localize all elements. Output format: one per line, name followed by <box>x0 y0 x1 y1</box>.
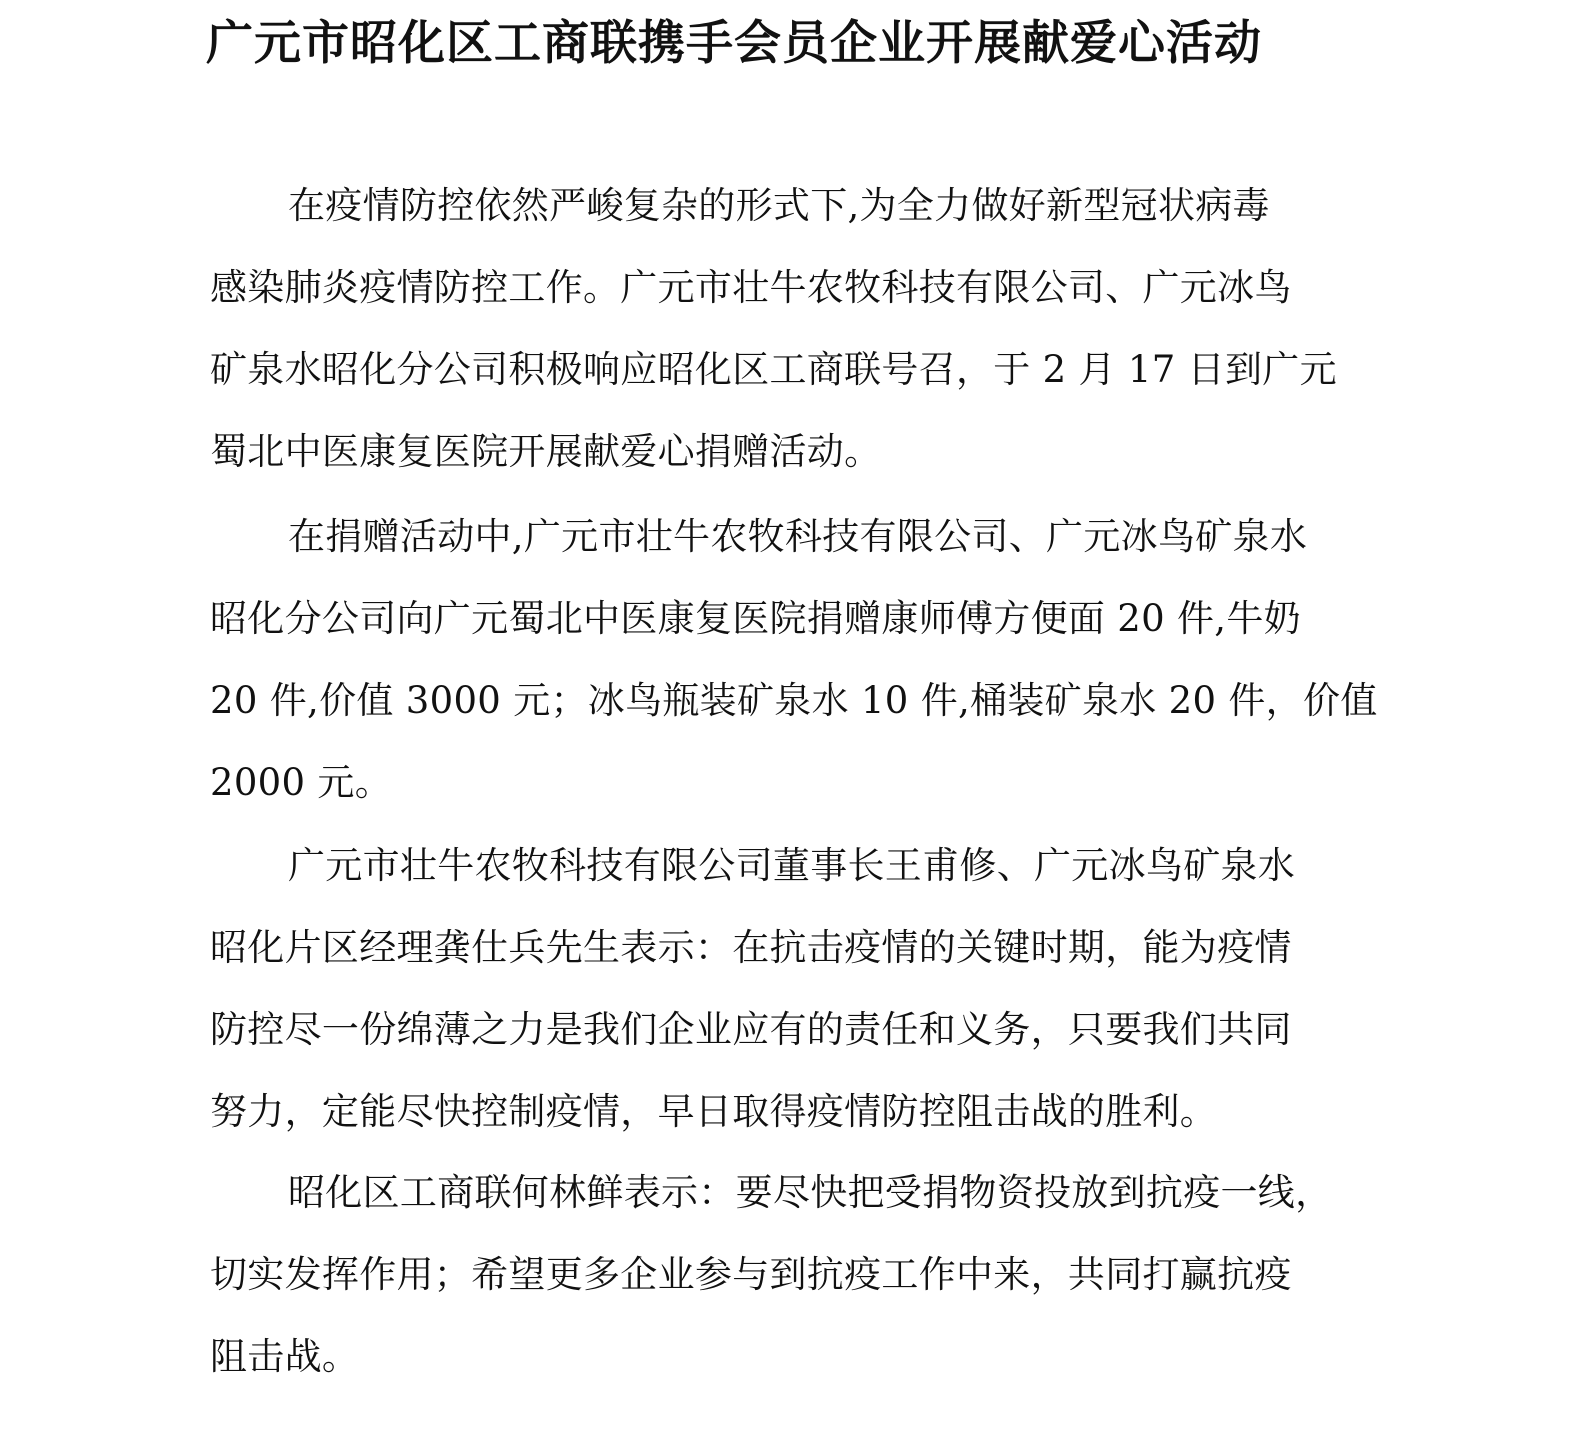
paragraph-3 <box>210 825 1385 1153</box>
paragraph-line: 昭化片区经理龚仕兵先生表示：在抗击疫情的关键时期，能为疫情 <box>210 926 1292 969</box>
document-title: 广元市昭化区工商联携手会员企业开展献爱心活动 <box>206 16 1262 71</box>
paragraph-line: 矿泉水昭化分公司积极响应昭化区工商联号召，于 2 月 17 日到广元 <box>210 348 1337 391</box>
paragraph-line: 切实发挥作用；希望更多企业参与到抗疫工作中来，共同打赢抗疫 <box>210 1253 1292 1296</box>
paragraph-2 <box>210 496 1385 824</box>
paragraph-line: 努力，定能尽快控制疫情，早日取得疫情防控阻击战的胜利。 <box>210 1090 1218 1133</box>
paragraph-line: 防控尽一份绵薄之力是我们企业应有的责任和义务，只要我们共同 <box>210 1008 1292 1051</box>
paragraph-line: 蜀北中医康复医院开展献爱心捐赠活动。 <box>210 430 882 473</box>
paragraph-line: 感染肺炎疫情防控工作。广元市壮牛农牧科技有限公司、广元冰鸟 <box>210 266 1292 309</box>
paragraph-line: 在疫情防控依然严峻复杂的形式下,为全力做好新型冠状病毒 <box>288 184 1270 227</box>
paragraph-line: 广元市壮牛农牧科技有限公司董事长王甫修、广元冰鸟矿泉水 <box>288 844 1296 887</box>
paragraph-line: 在捐赠活动中,广元市壮牛农牧科技有限公司、广元冰鸟矿泉水 <box>288 515 1308 558</box>
paragraph-line: 20 件,价值 3000 元；冰鸟瓶装矿泉水 10 件,桶装矿泉水 20 件，价值 <box>210 679 1378 722</box>
paragraph-4 <box>210 1152 1385 1398</box>
paragraph-line: 2000 元。 <box>210 761 393 804</box>
paragraph-line: 阻击战。 <box>210 1335 360 1378</box>
paragraph-line: 昭化区工商联何林鲜表示：要尽快把受捐物资投放到抗疫一线， <box>288 1171 1333 1214</box>
paragraph-1 <box>210 165 1385 493</box>
paragraph-line: 昭化分公司向广元蜀北中医康复医院捐赠康师傅方便面 20 件,牛奶 <box>210 597 1301 640</box>
